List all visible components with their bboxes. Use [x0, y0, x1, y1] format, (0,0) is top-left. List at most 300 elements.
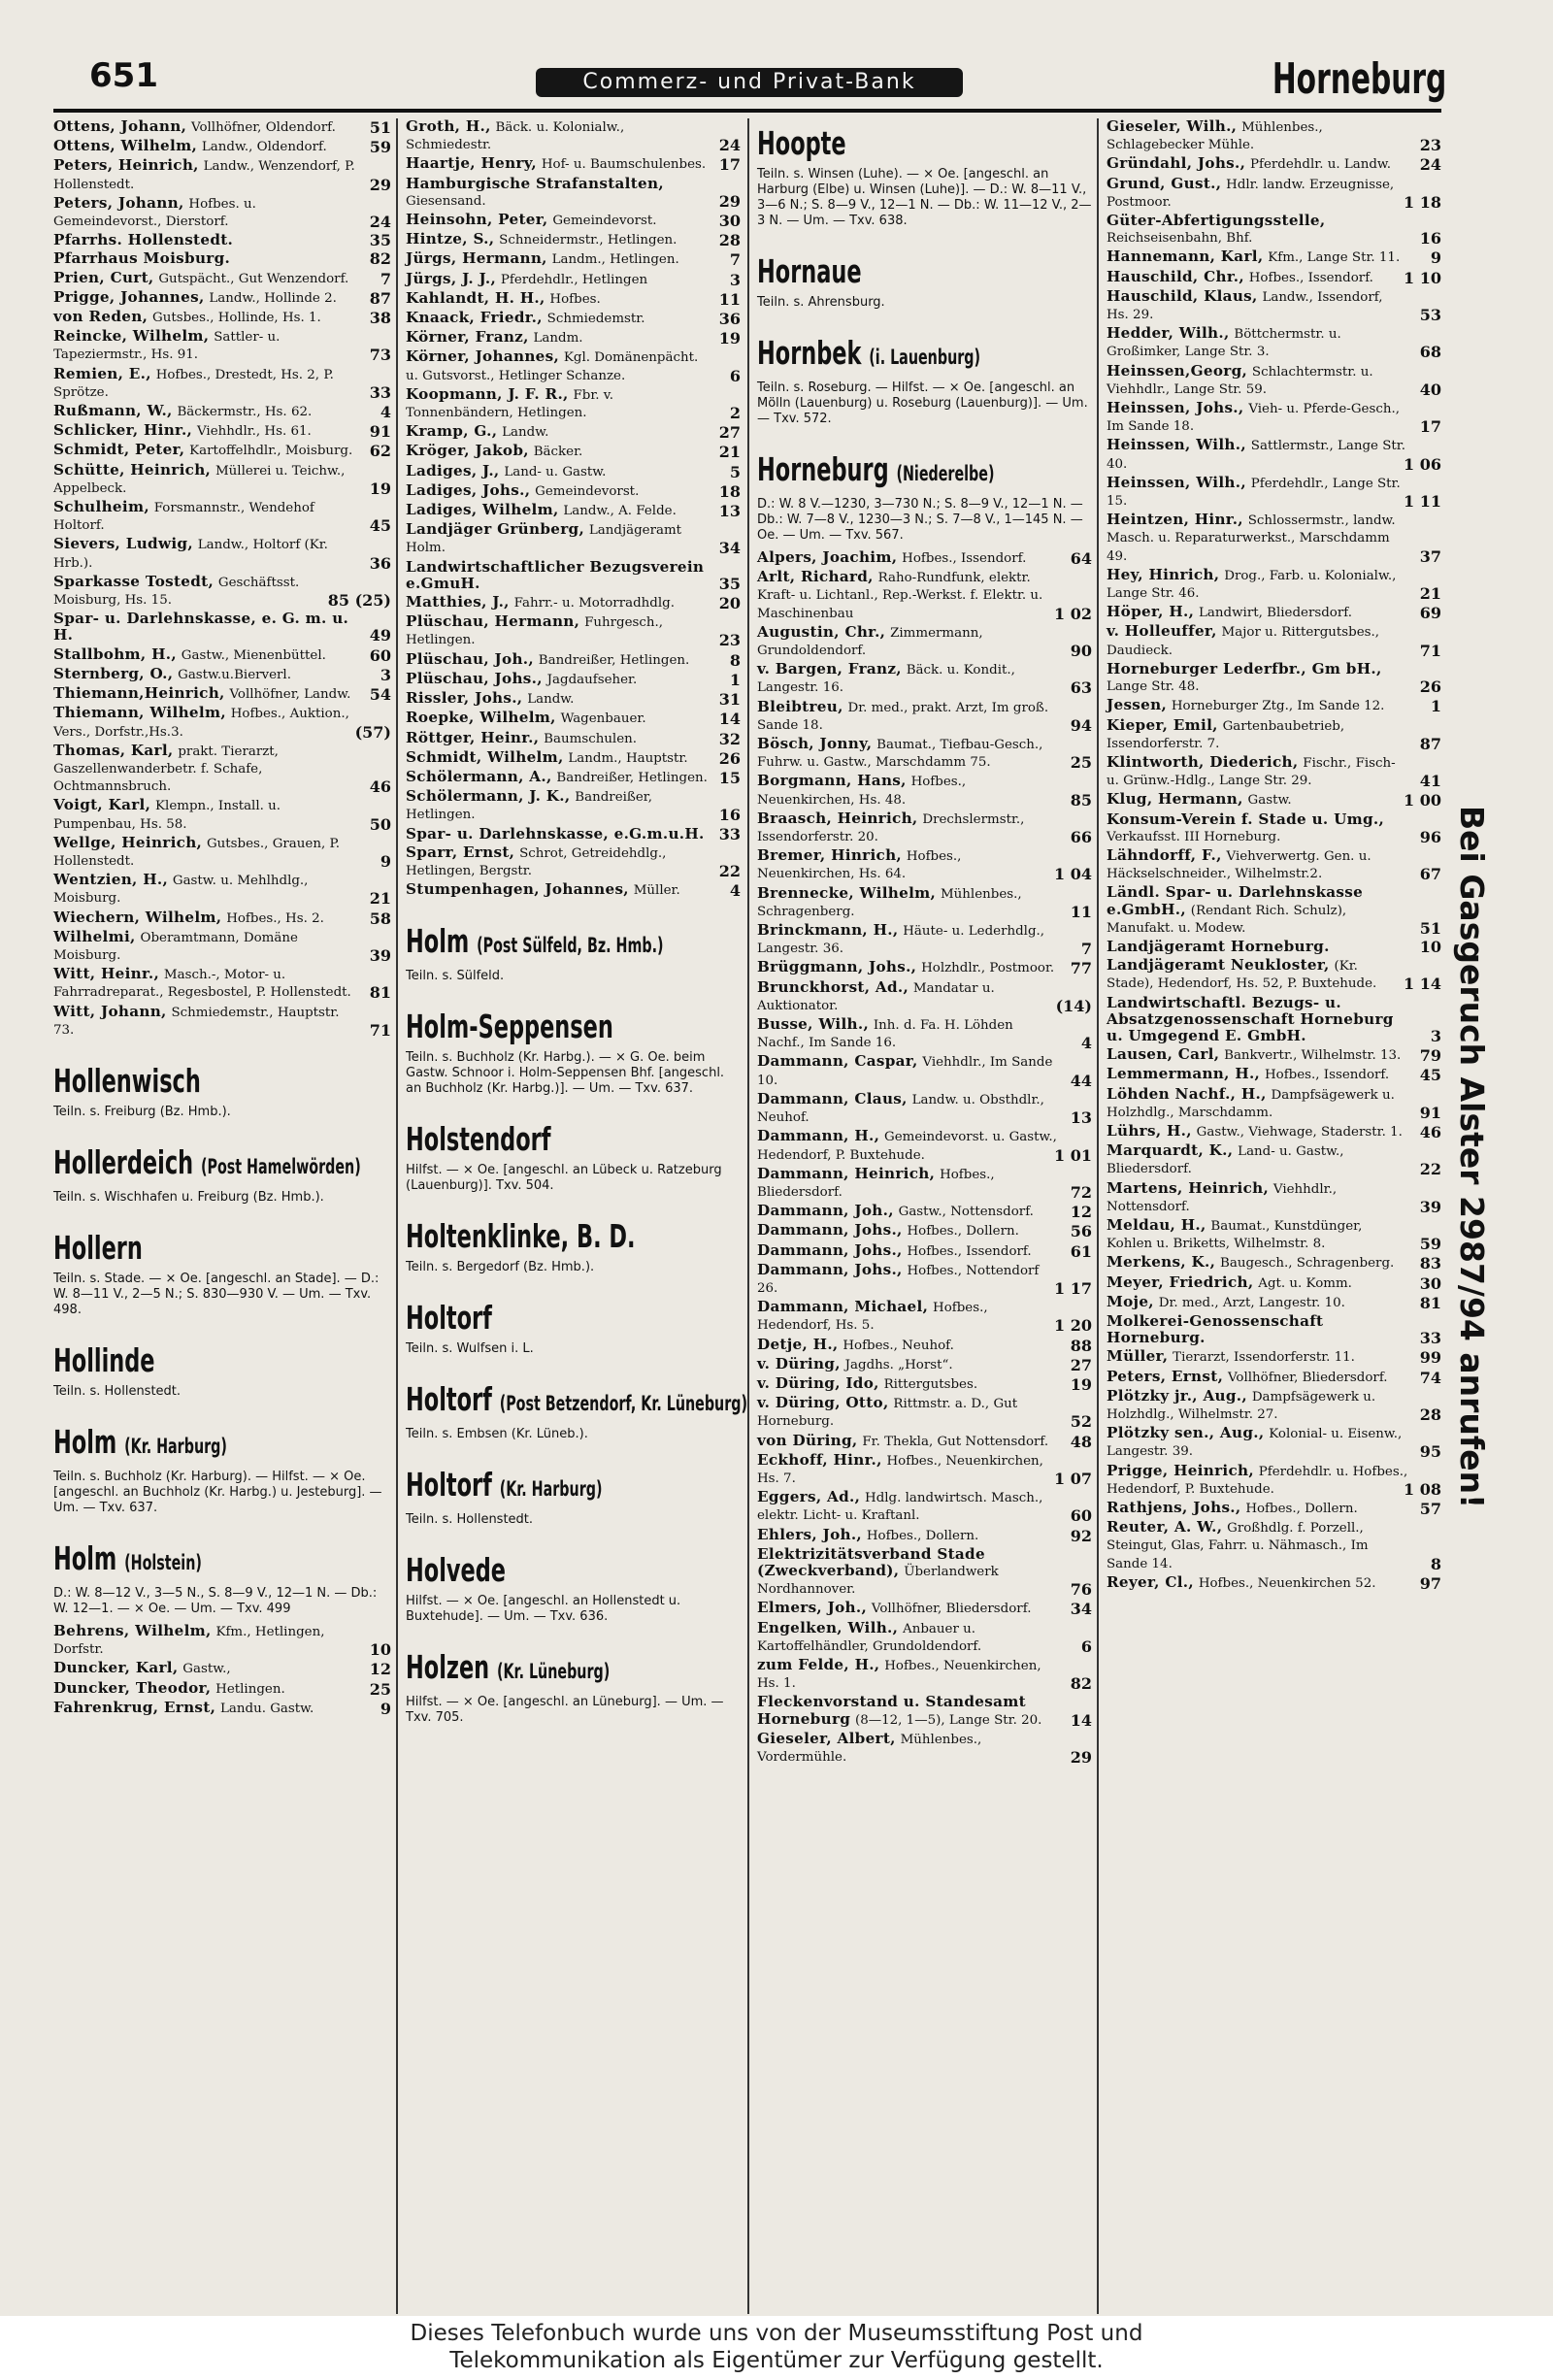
bank-banner: Commerz- und Privat-Bank: [536, 68, 963, 97]
entry-name: Kahlandt, H. H.,: [406, 288, 545, 307]
entry-name: Kramp, G.,: [406, 422, 498, 441]
entry-description: Dampfsägewerk u. Holzhdlg., Wilhelmstr. 27.: [1107, 1389, 1376, 1423]
entry-phone-number: 9: [380, 851, 391, 871]
entry-name: Lührs, H.,: [1107, 1121, 1192, 1140]
entry-description: Gastw.: [1247, 793, 1292, 809]
entry-phone-number: 41: [1419, 772, 1441, 791]
entry-description: (8—12, 1—5), Lange Str. 20.: [855, 1712, 1042, 1728]
place-info: Teiln. s. Hollenstedt.: [406, 1512, 534, 1528]
entry-description: Masch.-, Motor- u. Fahrradreparat., Regesbostel, P. Hollenstedt.: [53, 968, 351, 1001]
entry-description: Gutsbes., Hollinde, Hs. 1.: [152, 311, 321, 326]
entry-phone-number: 29: [718, 191, 741, 211]
entry-description: Fuhrgesch., Hetlingen.: [406, 615, 664, 648]
entry-name: Merkens, K.,: [1107, 1253, 1216, 1272]
directory-entry: [406, 788, 741, 823]
entry-description: Reichseisenbahn, Bhf.: [1107, 231, 1253, 247]
entry-name: v. Düring, Ido,: [757, 1373, 879, 1392]
directory-entry: [406, 594, 741, 612]
entry-name: Sternberg, O.,: [53, 664, 174, 682]
entry-phone-number: 1 14: [1404, 975, 1441, 994]
entry-name: Eggers, Ad.,: [757, 1488, 861, 1506]
entry-name: Arlt, Richard,: [757, 568, 874, 586]
entry-description: Bäckermstr., Hs. 62.: [177, 405, 313, 420]
entry-description: Pferdehdlr., Hetlingen: [500, 272, 648, 287]
place-name: Holm: [53, 1422, 117, 1461]
directory-entry: [53, 872, 391, 907]
place-info: Teiln. s. Sülfeld.: [406, 969, 505, 984]
place-heading: [406, 1380, 748, 1423]
entry-phone-number: 1 06: [1404, 454, 1441, 474]
entry-phone-number: 66: [1070, 828, 1092, 847]
entry-name: Spar- u. Darlehnskasse, e. G. m. u. H.: [53, 610, 349, 645]
entry-phone-number: 99: [1419, 1348, 1441, 1368]
entry-name: Ländl. Spar- u. Darlehnskasse e.GmbH.,: [1107, 883, 1364, 918]
directory-entry: [757, 1356, 1092, 1373]
entry-description: Zimmermann, Grundoldendorf.: [757, 625, 983, 659]
directory-entry: [757, 1600, 1092, 1617]
place-qualifier: (Post Betzendorf, Kr. Lüneburg): [499, 1392, 748, 1416]
directory-entry: [53, 289, 391, 307]
entry-phone-number: (57): [354, 722, 391, 742]
place-name: Holm: [53, 1538, 117, 1577]
entry-name: Ottens, Wilhelm,: [53, 137, 198, 155]
entry-name: Kieper, Emil,: [1107, 715, 1218, 734]
entry-name: Heinssen,Georg,: [1107, 361, 1248, 380]
entry-phone-number: 17: [1419, 417, 1441, 437]
entry-description: Hofbes., Dollern.: [1245, 1502, 1358, 1517]
entry-phone-number: 22: [1419, 1160, 1441, 1179]
directory-entry: [1107, 661, 1441, 695]
directory-entry: [406, 176, 741, 210]
entry-description: Hofbes., Issendorf.: [907, 1243, 1032, 1259]
entry-description: Tierarzt, Issendorferstr. 11.: [1173, 1350, 1355, 1366]
directory-entry: [53, 835, 391, 870]
entry-name: Hauschild, Chr.,: [1107, 267, 1244, 285]
entry-description: Landw.: [527, 692, 575, 708]
directory-entry: [53, 270, 391, 287]
entry-description: Bandreißer, Hetlingen.: [538, 652, 690, 668]
entry-description: Jagdhs. „Horst“.: [844, 1357, 953, 1372]
directory-entry: [406, 559, 741, 592]
place-heading: [53, 1062, 283, 1101]
entry-phone-number: 10: [1419, 937, 1441, 956]
entry-name: Landjägeramt Neukloster,: [1107, 956, 1330, 975]
place-heading: [757, 124, 985, 163]
directory-entry: [1107, 1274, 1441, 1292]
entry-phone-number: 1 18: [1404, 192, 1441, 212]
entry-name: Thiemann,Heinrich,: [53, 684, 225, 703]
page-number: 651: [89, 56, 158, 95]
place-heading: [757, 450, 995, 493]
entry-phone-number: 4: [380, 403, 391, 422]
entry-description: Hetlingen.: [215, 1681, 285, 1697]
directory-entry: [1107, 288, 1441, 323]
header-rule: [53, 109, 1441, 113]
directory-entry: [1107, 995, 1441, 1045]
entry-phone-number: 87: [369, 288, 391, 308]
entry-phone-number: 11: [718, 289, 741, 309]
entry-name: Schulheim,: [53, 498, 149, 516]
directory-entry: [53, 966, 391, 1001]
directory-entry: [757, 847, 1092, 882]
directory-entry: [1107, 475, 1441, 510]
entry-name: Thomas, Karl,: [53, 741, 174, 759]
entry-name: Wentzien, H.,: [53, 871, 169, 889]
entry-name: Plötzky sen., Aug.,: [1107, 1424, 1265, 1442]
directory-entry: [757, 1546, 1092, 1599]
entry-description: Baumat., Tiefbau-Gesch., Fuhrw. u. Gastw., Marschdamm 75.: [757, 738, 1043, 771]
directory-entry: [406, 290, 741, 308]
entry-description: Geschäftsst. Moisburg, Hs. 15.: [53, 575, 300, 609]
entry-name: Lausen, Carl,: [1107, 1045, 1220, 1064]
entry-description: Dr. med., prakt. Arzt, Im groß. Sande 18.: [757, 700, 1049, 733]
entry-name: Braasch, Heinrich,: [757, 809, 918, 827]
entry-phone-number: 3: [380, 665, 391, 684]
place-name: Hornbek: [757, 334, 862, 372]
place-qualifier: (i. Lauenburg): [869, 346, 981, 369]
entry-name: Remien, E.,: [53, 364, 151, 382]
directory-entry: [1107, 1086, 1441, 1121]
entry-phone-number: 28: [1419, 1405, 1441, 1425]
entry-phone-number: 30: [1419, 1273, 1441, 1293]
entry-name: Alpers, Joachim,: [757, 548, 898, 566]
entry-phone-number: 7: [1080, 940, 1092, 959]
directory-entry: [406, 118, 741, 153]
directory-entry: [1107, 437, 1441, 472]
entry-phone-number: 24: [1419, 155, 1441, 175]
entry-phone-number: 1 11: [1404, 492, 1441, 512]
place-name: Holtorf: [406, 1466, 492, 1504]
entry-phone-number: 30: [718, 212, 741, 231]
entry-name: Plötzky jr., Aug.,: [1107, 1386, 1247, 1405]
directory-entry: [53, 1660, 391, 1677]
directory-entry: [1107, 1519, 1441, 1572]
entry-phone-number: 35: [369, 231, 391, 250]
directory-entry: [406, 749, 741, 767]
entry-description: Mandatar u. Auktionator.: [757, 980, 995, 1013]
directory-entry: [1107, 623, 1441, 658]
place-name: Hollenwisch: [53, 1061, 201, 1100]
directory-entry: [757, 979, 1092, 1014]
entry-phone-number: 51: [1419, 918, 1441, 938]
entry-phone-number: 46: [369, 777, 391, 797]
entry-name: Gieseler, Albert,: [757, 1729, 896, 1747]
entry-name: Höper, H.,: [1107, 603, 1195, 621]
entry-name: Brüggmann, Johs.,: [757, 958, 917, 976]
entry-name: Landwirtschaftlicher Bezugsverein e.GmuH.: [406, 557, 705, 592]
entry-phone-number: 17: [718, 155, 741, 175]
directory-entry: [757, 1016, 1092, 1051]
entry-name: Elektrizitätsverband Stade (Zweckverband),: [757, 1544, 985, 1579]
place-info: D.: W. 8—12 V., 3—5 N., S. 8—9 V., 12—1 N. — Db.: W. 12—1. — × Oe. — Um. — Txv. 499: [53, 1585, 378, 1616]
directory-entry: [757, 1375, 1092, 1393]
entry-phone-number: 4: [729, 881, 741, 901]
place-info: Teiln. s. Roseburg. — Hilfst. — × Oe. [angeschl. an Mölln (Lauenburg) u. Roseburg (Lauenburg)]. — Um. — Txv. 572.: [757, 380, 1088, 426]
entry-phone-number: 57: [1419, 1500, 1441, 1519]
entry-phone-number: 81: [1419, 1293, 1441, 1312]
place-name: Hornaue: [757, 252, 862, 290]
entry-name: Hintze, S.,: [406, 230, 495, 248]
directory-entry: [1107, 1313, 1441, 1346]
entry-phone-number: 49: [369, 626, 391, 645]
entry-phone-number: 24: [718, 136, 741, 155]
directory-entry: [757, 1166, 1092, 1201]
entry-phone-number: 76: [1070, 1580, 1092, 1600]
entry-phone-number: 40: [1419, 380, 1441, 399]
entry-name: Rissler, Johs.,: [406, 689, 523, 708]
footer-line-2: Telekommunikation als Eigentümer zur Verfügung gestellt.: [449, 2348, 1104, 2373]
entry-phone-number: 21: [369, 889, 391, 909]
directory-entry: [1107, 1500, 1441, 1517]
entry-description: Gemeindevorst.: [552, 214, 657, 229]
entry-phone-number: 59: [1419, 1235, 1441, 1254]
entry-name: Pfarrhs. Hollenstedt.: [53, 231, 234, 249]
entry-name: Elmers, Joh.,: [757, 1599, 868, 1617]
directory-entry: [406, 671, 741, 688]
entry-phone-number: 73: [369, 346, 391, 365]
entry-name: Prigge, Johannes,: [53, 287, 205, 306]
directory-entry: [1107, 1463, 1441, 1498]
directory-entry: [757, 1433, 1092, 1450]
directory-entry: [1107, 1369, 1441, 1386]
directory-entry: [757, 569, 1092, 622]
entry-phone-number: 3: [1430, 1026, 1441, 1045]
entry-phone-number: 1 10: [1404, 268, 1441, 287]
entry-description: Hofbes., Neuenkirchen, Hs. 7.: [757, 1453, 1043, 1486]
directory-entry: [1107, 1142, 1441, 1177]
directory-entry: [757, 549, 1092, 567]
entry-name: Molkerei-Genossenschaft Horneburg.: [1107, 1312, 1324, 1347]
entry-description: Jagdaufseher.: [546, 672, 638, 687]
entry-description: Großhdlg. f. Porzell., Steingut, Glas, Fahrr. u. Nähmasch., Im Sande 14.: [1107, 1521, 1369, 1571]
directory-entry: [406, 844, 741, 879]
directory-entry: [53, 309, 391, 326]
entry-description: Gastw., Mienenbüttel.: [181, 647, 326, 663]
entry-phone-number: 21: [718, 443, 741, 462]
entry-phone-number: 12: [369, 1660, 391, 1679]
entry-name: Hauschild, Klaus,: [1107, 286, 1258, 305]
entry-phone-number: 39: [369, 945, 391, 965]
entry-name: Ottens, Johann,: [53, 117, 187, 135]
directory-entry: [1107, 400, 1441, 435]
entry-name: Plüschau, Johs.,: [406, 669, 543, 687]
entry-phone-number: 20: [718, 594, 741, 613]
directory-entry: [406, 423, 741, 441]
directory-entry: [1107, 697, 1441, 714]
entry-name: Kröger, Jakob,: [406, 442, 529, 460]
entry-description: Fr. Thekla, Gut Nottensdorf.: [862, 1434, 1049, 1449]
entry-name: Güter-Abfertigungsstelle,: [1107, 212, 1326, 230]
entry-description: Viehhdlr., Im Sande 10.: [757, 1055, 1053, 1088]
entry-phone-number: 6: [729, 366, 741, 385]
entry-name: v. Düring,: [757, 1354, 841, 1372]
entry-description: Hofbes., Neuenkirchen, Hs. 1.: [757, 1658, 1041, 1692]
entry-name: Busse, Wilh.,: [757, 1015, 870, 1034]
directory-entry: [1107, 269, 1441, 286]
entry-description: Oberamtmann, Domäne Moisburg.: [53, 930, 298, 963]
entry-phone-number: 81: [369, 983, 391, 1003]
entry-description: Überlandwerk Nordhannover.: [757, 1564, 999, 1598]
place-name: Holtenklinke, B. D.: [406, 1217, 636, 1256]
entry-phone-number: 36: [369, 553, 391, 573]
entry-name: Eckhoff, Hinr.,: [757, 1450, 882, 1469]
directory-entry: [1107, 1180, 1441, 1215]
entry-phone-number: 6: [1080, 1636, 1092, 1656]
entry-phone-number: 1 17: [1054, 1278, 1092, 1298]
directory-entry: [53, 422, 391, 440]
entry-description: Horneburger Ztg., Im Sande 12.: [1171, 699, 1385, 714]
column-divider: [747, 118, 749, 2314]
entry-name: Witt, Heinr.,: [53, 965, 160, 983]
entry-phone-number: 82: [369, 249, 391, 269]
place-qualifier: (Kr. Lüneburg): [496, 1660, 611, 1684]
place-info: Teiln. s. Hollenstedt.: [53, 1383, 182, 1399]
entry-name: Ladiges, Johs.,: [406, 480, 531, 499]
entry-description: Sattler- u. Tapeziermstr., Hs. 91.: [53, 330, 281, 363]
directory-entry: [53, 611, 391, 644]
entry-phone-number: 13: [718, 502, 741, 521]
entry-name: Hamburgische Strafanstalten,: [406, 174, 664, 192]
entry-phone-number: 72: [1070, 1182, 1092, 1202]
entry-description: Hdlg. landwirtsch. Masch., elektr. Licht- u. Kraftanl.: [757, 1491, 1043, 1524]
entry-phone-number: 34: [718, 539, 741, 558]
entry-name: Spar- u. Darlehnskasse, e.G.m.u.H.: [406, 824, 705, 843]
entry-name: Heintzen, Hinr.,: [1107, 511, 1243, 529]
directory-entry: [1107, 939, 1441, 955]
directory-entry: [53, 157, 391, 192]
directory-entry: [757, 1091, 1092, 1126]
entry-description: Fischr., Fisch- u. Grünw.-Hdlg., Lange Str. 29.: [1107, 755, 1396, 789]
entry-description: Giesensand.: [406, 193, 486, 209]
entry-name: Körner, Franz,: [406, 328, 529, 347]
entry-phone-number: 61: [1070, 1241, 1092, 1261]
entry-description: Müller.: [633, 883, 680, 899]
entry-description: Schlossermstr., landw. Masch. u. Reparaturwerkst., Marschdamm 49.: [1107, 513, 1396, 564]
entry-description: Landjägeramt Holm.: [406, 523, 682, 556]
entry-description: Hofbes., Hedendorf, Hs. 5.: [757, 1301, 988, 1334]
place-heading: [53, 1539, 283, 1582]
place-qualifier: (Niederelbe): [896, 462, 995, 485]
directory-entry: [757, 1053, 1092, 1088]
entry-description: Dampfsägewerk u. Holzhdlg., Marschdamm.: [1107, 1087, 1395, 1120]
entry-phone-number: 39: [1419, 1197, 1441, 1216]
entry-description: Kartoffelhdlr., Moisburg.: [189, 444, 353, 459]
entry-name: Löhden Nachf., H.,: [1107, 1084, 1267, 1103]
directory-entry: [53, 666, 391, 683]
entry-description: Gemeindevorst.: [535, 483, 640, 499]
entry-phone-number: 74: [1419, 1368, 1441, 1387]
directory-entry: [53, 442, 391, 459]
directory-entry: [757, 885, 1092, 920]
directory-entry: [406, 348, 741, 383]
directory-entry: [1107, 754, 1441, 789]
entry-description: Hofbes., Hs. 2.: [226, 910, 324, 926]
entry-name: Schlicker, Hinr.,: [53, 421, 193, 440]
entry-description: Rittergutsbes.: [883, 1376, 978, 1392]
entry-name: Koopmann, J. F. R.,: [406, 384, 569, 403]
directory-entry: [1107, 325, 1441, 360]
place-title: Horneburg: [1272, 54, 1446, 104]
entry-phone-number: 36: [718, 310, 741, 329]
entry-description: Gastw., Viehwage, Staderstr. 1.: [1196, 1124, 1403, 1140]
directory-entry: [757, 773, 1092, 808]
directory-entry: [1107, 957, 1441, 992]
entry-name: Bleibtreu,: [757, 697, 843, 715]
directory-entry: [53, 1004, 391, 1039]
footer-line-1: Dieses Telefonbuch wurde uns von der Museumsstiftung Post und: [410, 2321, 1143, 2346]
entry-description: Fahrr.- u. Motorradhdlg.: [513, 596, 675, 612]
place-info: Teiln. s. Stade. — × Oe. [angeschl. an Stade]. — D.: W. 8—11 V., 2—5 N.; S. 830—930 V. — Um. — Txv. 498.: [53, 1271, 380, 1317]
directory-entry: [53, 328, 391, 363]
entry-description: Böttchermstr. u. Großimker, Lange Str. 3.: [1107, 327, 1341, 360]
entry-description: Mühlenbes., Schlagebecker Mühle.: [1107, 120, 1323, 153]
entry-name: Bösch, Jonny,: [757, 735, 873, 753]
entry-name: Peters, Johann,: [53, 193, 184, 212]
entry-phone-number: 1: [1430, 697, 1441, 716]
entry-name: Meldau, H.,: [1107, 1215, 1206, 1234]
entry-name: Peters, Heinrich,: [53, 156, 199, 175]
directory-entry: [1107, 811, 1441, 845]
entry-name: Gründahl, Johs.,: [1107, 154, 1246, 173]
directory-entry: [53, 232, 391, 248]
entry-phone-number: 88: [1070, 1336, 1092, 1355]
entry-phone-number: 14: [718, 710, 741, 729]
entry-name: Müller,: [1107, 1347, 1169, 1366]
directory-entry: [53, 403, 391, 420]
entry-name: Hannemann, Karl,: [1107, 248, 1264, 266]
entry-name: Heinssen, Wilh.,: [1107, 473, 1246, 491]
entry-name: Dammann, Caspar,: [757, 1052, 918, 1071]
entry-name: Dammann, Heinrich,: [757, 1164, 936, 1182]
place-name: Holstendorf: [406, 1120, 551, 1159]
directory-entry: [757, 1262, 1092, 1297]
entry-description: Pferdehdlr. u. Hofbes., Hedendorf, P. Buxtehude.: [1107, 1464, 1408, 1497]
entry-name: Pfarrhaus Moisburg.: [53, 249, 231, 268]
entry-description: Forsmannstr., Wendehof Holtorf.: [53, 501, 314, 534]
entry-description: Viehhdlr., Hs. 61.: [196, 424, 312, 440]
entry-phone-number: 67: [1419, 865, 1441, 884]
entry-description: Agt. u. Komm.: [1258, 1275, 1352, 1291]
directory-entry: [406, 250, 741, 268]
entry-name: Moje,: [1107, 1292, 1154, 1310]
entry-phone-number: 2: [729, 404, 741, 423]
place-name: Holvede: [406, 1551, 507, 1590]
directory-entry: [406, 710, 741, 727]
entry-phone-number: 26: [718, 748, 741, 768]
entry-name: Landjäger Grünberg,: [406, 520, 585, 539]
entry-name: v. Düring, Otto,: [757, 1394, 889, 1412]
entry-description: Sattlermstr., Lange Str. 40.: [1107, 439, 1405, 472]
directory-entry: [406, 482, 741, 500]
directory-entry: [757, 661, 1092, 696]
entry-phone-number: 69: [1419, 604, 1441, 623]
directory-entry: [757, 959, 1092, 976]
directory-entry: [1107, 847, 1441, 882]
entry-name: Schölermann, A.,: [406, 767, 552, 785]
directory-entry: [1107, 118, 1441, 153]
entry-description: (Kr. Stade), Hedendorf, Hs. 52, P. Buxtehude.: [1107, 959, 1377, 992]
place-name: Hollinde: [53, 1340, 155, 1379]
entry-description: Hofbes., Auktion., Vers., Dorfstr.,Hs.3.: [53, 707, 349, 740]
directory-entry: [406, 271, 741, 288]
directory-entry: [406, 881, 741, 899]
column-2: [406, 117, 748, 1732]
entry-name: Dammann, Michael,: [757, 1298, 929, 1316]
entry-phone-number: 68: [1419, 343, 1441, 362]
place-name: Horneburg: [757, 450, 889, 488]
entry-name: Wiechern, Wilhelm,: [53, 908, 222, 926]
place-heading: [406, 1466, 634, 1508]
